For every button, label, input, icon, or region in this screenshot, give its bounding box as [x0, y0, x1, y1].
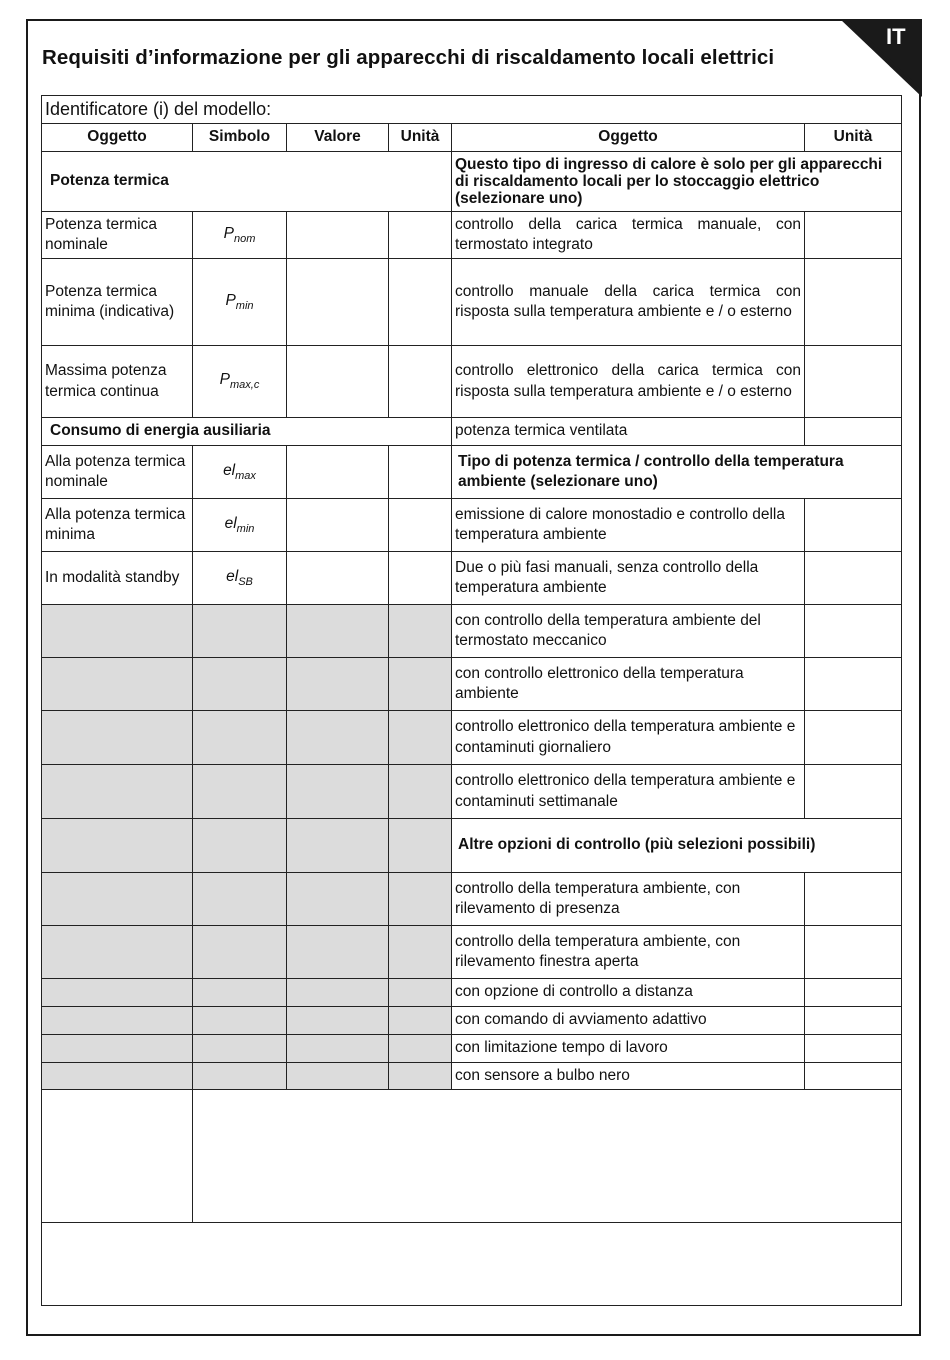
shaded-cell — [389, 658, 452, 711]
section-other-heading: Altre opzioni di controllo (più selezioni possibili) — [452, 819, 902, 873]
blank-footer-cell[interactable] — [42, 1223, 902, 1306]
unit-cell[interactable] — [389, 212, 452, 259]
option-remote: con opzione di controllo a distanza — [452, 979, 805, 1007]
option-electronic-room: con controllo elettronico della temperatura ambiente — [452, 658, 805, 711]
header-right-unit: Unità — [805, 124, 902, 152]
shaded-cell — [193, 979, 287, 1007]
symbol-el-max: $el_{max}$ — [193, 446, 287, 499]
unit-cell[interactable] — [389, 552, 452, 605]
shaded-cell — [389, 1063, 452, 1090]
section-storage-heading: Questo tipo di ingresso di calore è solo per gli apparecchi di riscaldamento locali per lo stoccaggio elettrico (selezionare uno) — [452, 152, 902, 212]
shaded-cell — [193, 1063, 287, 1090]
symbol-p-max: $P_{max,c}$ — [193, 346, 287, 418]
shaded-cell — [287, 765, 389, 819]
shaded-cell — [287, 1035, 389, 1063]
shaded-cell — [287, 1063, 389, 1090]
option-mech-thermostat: con controllo della temperatura ambiente del termostato meccanico — [452, 605, 805, 658]
shaded-cell — [193, 1007, 287, 1035]
shaded-cell — [42, 1063, 193, 1090]
option-presence: controllo della temperatura ambiente, con rilevamento di presenza — [452, 873, 805, 926]
shaded-cell — [389, 819, 452, 873]
header-symbol: Simbolo — [193, 124, 287, 152]
model-identifier: Identificatore (i) del modello: — [42, 96, 902, 124]
checkbox-cell[interactable] — [805, 765, 902, 819]
label-standby: In modalità standby — [42, 552, 193, 605]
blank-contact-cell[interactable] — [193, 1090, 902, 1223]
checkbox-cell[interactable] — [805, 926, 902, 979]
shaded-cell — [42, 658, 193, 711]
section-aux-consumption: Consumo di energia ausiliaria — [42, 418, 452, 446]
unit-cell[interactable] — [389, 259, 452, 346]
option-manual-charge-feedback: controllo manuale della carica termica con risposta sulla temperatura ambiente e / o esterno — [452, 259, 805, 346]
shaded-cell — [193, 658, 287, 711]
info-table — [41, 95, 902, 1306]
checkbox-cell[interactable] — [805, 346, 902, 418]
checkbox-cell[interactable] — [805, 259, 902, 346]
label-minimum-output: Potenza termica minima (indicativa) — [42, 259, 193, 346]
value-cell[interactable] — [287, 346, 389, 418]
symbol-p-min: $P_{min}$ — [193, 259, 287, 346]
shaded-cell — [287, 819, 389, 873]
header-unit: Unità — [389, 124, 452, 152]
checkbox-cell[interactable] — [805, 711, 902, 765]
checkbox-cell[interactable] — [805, 658, 902, 711]
shaded-cell — [42, 605, 193, 658]
unit-cell[interactable] — [389, 446, 452, 499]
option-single-stage: emissione di calore monostadio e controllo della temperatura ambiente — [452, 499, 805, 552]
option-day-timer: controllo elettronico della temperatura ambiente e contaminuti giornaliero — [452, 711, 805, 765]
header-value: Valore — [287, 124, 389, 152]
header-right-item: Oggetto — [452, 124, 805, 152]
option-window: controllo della temperatura ambiente, con rilevamento finestra aperta — [452, 926, 805, 979]
checkbox-cell[interactable] — [805, 1063, 902, 1090]
blank-contact-label-cell — [42, 1090, 193, 1223]
checkbox-cell[interactable] — [805, 1035, 902, 1063]
checkbox-cell[interactable] — [805, 1007, 902, 1035]
option-adaptive: con comando di avviamento adattivo — [452, 1007, 805, 1035]
checkbox-cell[interactable] — [805, 499, 902, 552]
shaded-cell — [42, 819, 193, 873]
option-working-time: con limitazione tempo di lavoro — [452, 1035, 805, 1063]
option-electronic-charge: controllo elettronico della carica termica con risposta sulla temperatura ambiente e / o esterno — [452, 346, 805, 418]
value-cell[interactable] — [287, 212, 389, 259]
shaded-cell — [287, 1007, 389, 1035]
label-at-minimum: Alla potenza termica minima — [42, 499, 193, 552]
shaded-cell — [287, 658, 389, 711]
checkbox-cell[interactable] — [805, 605, 902, 658]
symbol-el-sb: $el_{SB}$ — [193, 552, 287, 605]
option-fan-assisted: potenza termica ventilata — [452, 418, 805, 446]
value-cell[interactable] — [287, 259, 389, 346]
shaded-cell — [42, 711, 193, 765]
shaded-cell — [42, 926, 193, 979]
option-week-timer: controllo elettronico della temperatura ambiente e contaminuti settimanale — [452, 765, 805, 819]
symbol-el-min: $el_{min}$ — [193, 499, 287, 552]
shaded-cell — [389, 1007, 452, 1035]
shaded-cell — [193, 711, 287, 765]
shaded-cell — [193, 873, 287, 926]
shaded-cell — [389, 1035, 452, 1063]
shaded-cell — [389, 605, 452, 658]
section-type-heading: Tipo di potenza termica / controllo della temperatura ambiente (selezionare uno) — [452, 446, 902, 499]
section-heat-output: Potenza termica — [42, 152, 452, 212]
shaded-cell — [42, 979, 193, 1007]
label-nominal-output: Potenza termica nominale — [42, 212, 193, 259]
symbol-p-nom: $P_{nom}$ — [193, 212, 287, 259]
shaded-cell — [193, 765, 287, 819]
shaded-cell — [287, 926, 389, 979]
shaded-cell — [287, 979, 389, 1007]
shaded-cell — [389, 711, 452, 765]
checkbox-cell[interactable] — [805, 212, 902, 259]
document-title: Requisiti d’informazione per gli apparecchi di riscaldamento locali elettrici — [42, 46, 775, 69]
shaded-cell — [389, 979, 452, 1007]
shaded-cell — [193, 1035, 287, 1063]
shaded-cell — [42, 1007, 193, 1035]
shaded-cell — [193, 605, 287, 658]
option-manual-charge: controllo della carica termica manuale, con termostato integrato — [452, 212, 805, 259]
unit-cell[interactable] — [389, 346, 452, 418]
shaded-cell — [389, 873, 452, 926]
shaded-cell — [287, 605, 389, 658]
shaded-cell — [193, 926, 287, 979]
checkbox-cell[interactable] — [805, 552, 902, 605]
checkbox-cell[interactable] — [805, 418, 902, 446]
shaded-cell — [389, 765, 452, 819]
label-at-nominal: Alla potenza termica nominale — [42, 446, 193, 499]
language-badge: IT — [886, 24, 906, 49]
option-two-or-more: Due o più fasi manuali, senza controllo della temperatura ambiente — [452, 552, 805, 605]
label-max-continuous: Massima potenza termica continua — [42, 346, 193, 418]
shaded-cell — [42, 1035, 193, 1063]
shaded-cell — [287, 711, 389, 765]
value-cell[interactable] — [287, 499, 389, 552]
unit-cell[interactable] — [389, 499, 452, 552]
shaded-cell — [389, 926, 452, 979]
shaded-cell — [287, 873, 389, 926]
checkbox-cell[interactable] — [805, 979, 902, 1007]
value-cell[interactable] — [287, 446, 389, 499]
shaded-cell — [42, 765, 193, 819]
shaded-cell — [193, 819, 287, 873]
checkbox-cell[interactable] — [805, 873, 902, 926]
option-black-bulb: con sensore a bulbo nero — [452, 1063, 805, 1090]
corner-tab — [840, 19, 922, 97]
value-cell[interactable] — [287, 552, 389, 605]
shaded-cell — [42, 873, 193, 926]
header-item: Oggetto — [42, 124, 193, 152]
